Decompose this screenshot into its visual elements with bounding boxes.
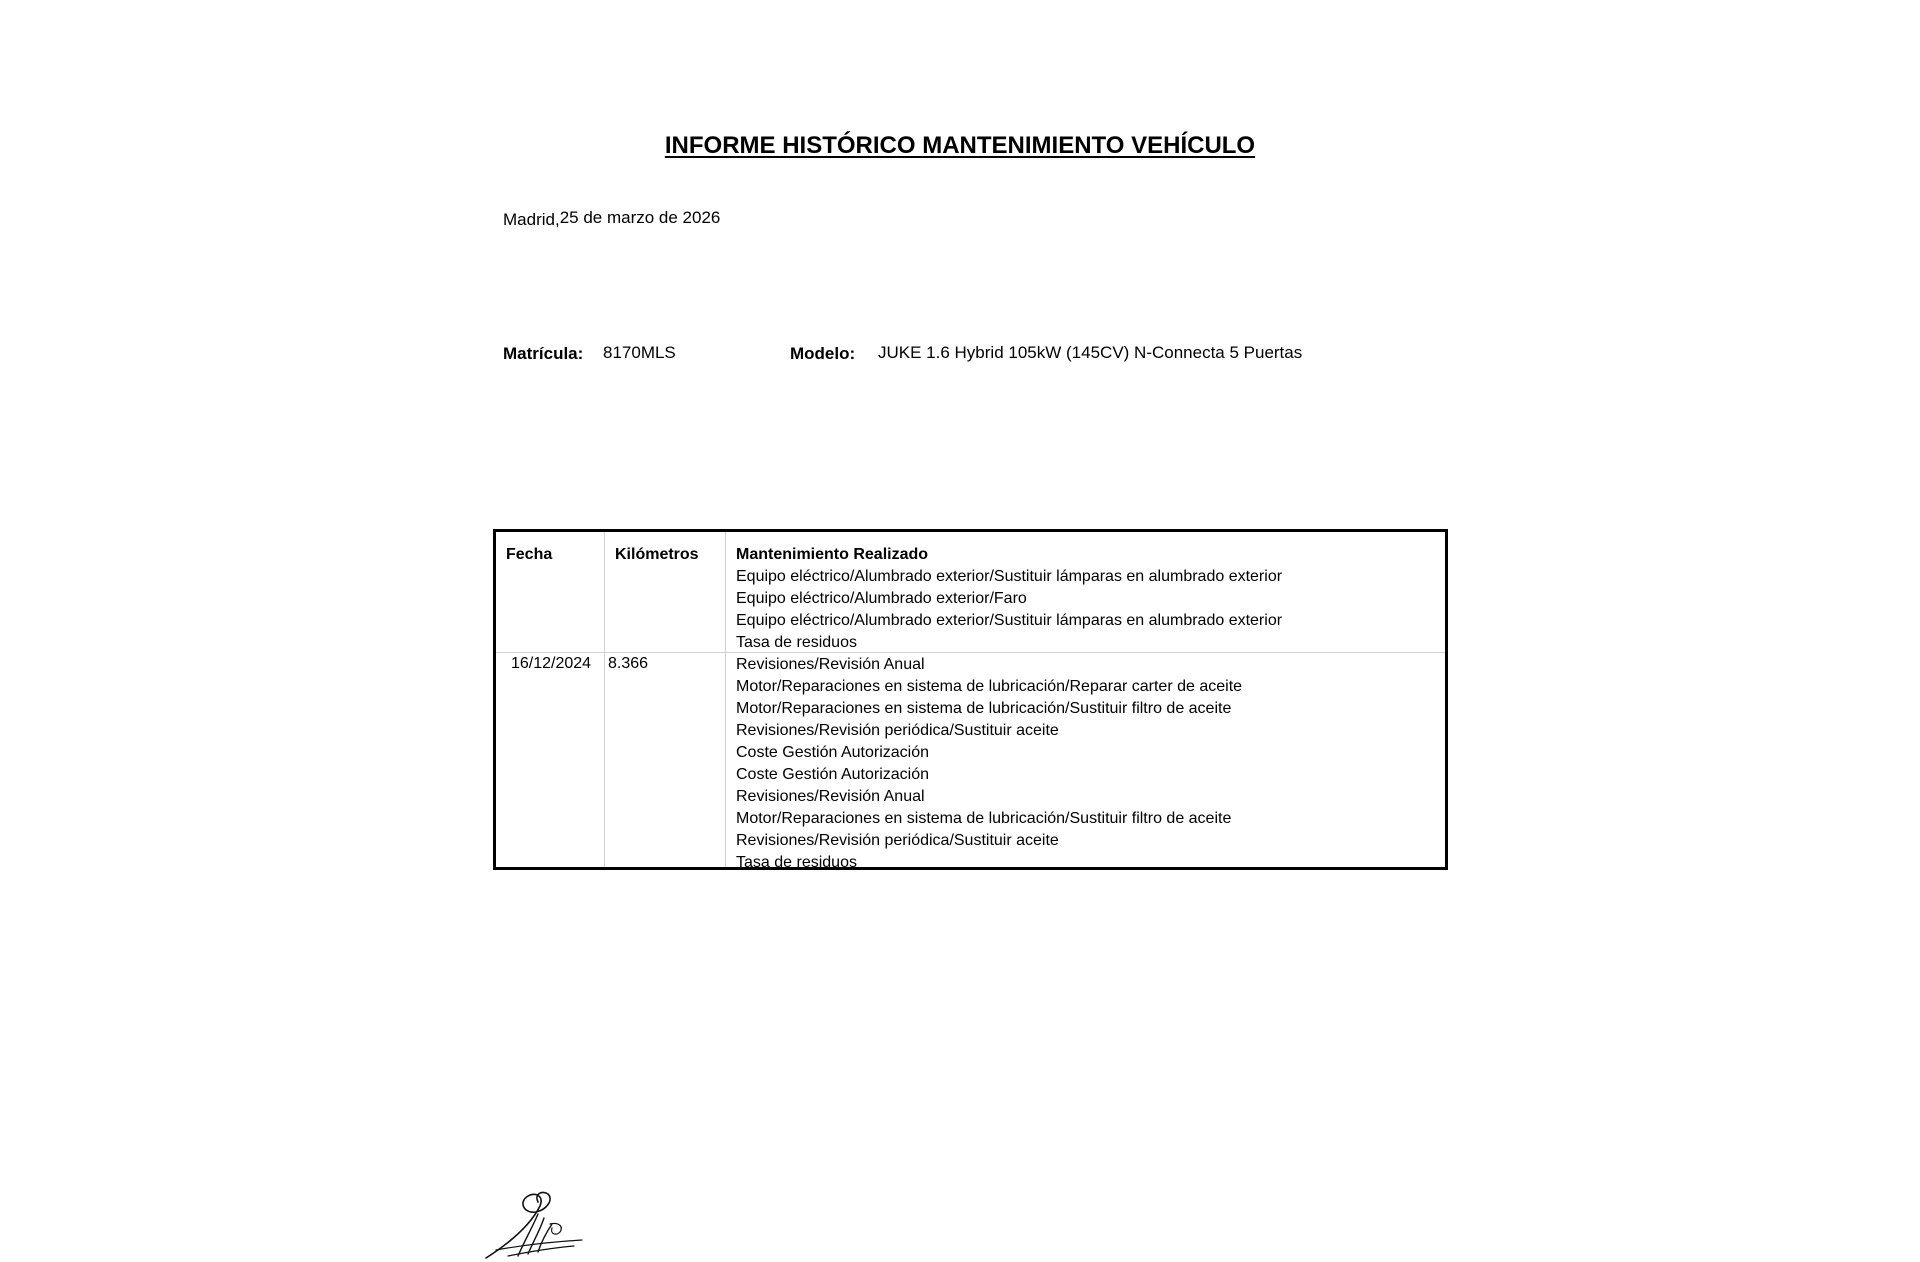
maintenance-item: Motor/Reparaciones en sistema de lubricación/Sustituir filtro de aceite [736,810,1232,827]
column-divider [725,532,726,867]
signature-icon [478,1182,588,1262]
table-row [736,654,1242,874]
header-maintenance: Mantenimiento Realizado [736,546,929,563]
place-date [503,210,720,230]
plate-label: Matrícula: [503,344,584,363]
maintenance-item: Equipo eléctrico/Alumbrado exterior/Sustituir lámparas en alumbrado exterior [736,568,1283,585]
maintenance-table [493,529,1448,870]
model-label: Modelo: [790,344,856,363]
model-value: JUKE 1.6 Hybrid 105kW (145CV) N-Connecta 5 Puertas [878,343,1303,362]
column-divider [604,532,605,867]
header-date: Fecha [506,546,553,563]
row-km: 8.366 [608,655,649,672]
maintenance-item: Tasa de residuos [736,854,857,871]
maintenance-item: Coste Gestión Autorización [736,744,929,761]
maintenance-item: Motor/Reparaciones en sistema de lubricación/Reparar carter de aceite [736,678,1243,695]
maintenance-item: Equipo eléctrico/Alumbrado exterior/Faro [736,590,1027,607]
maintenance-item: Tasa de residuos [736,634,857,651]
maintenance-item: Equipo eléctrico/Alumbrado exterior/Sustituir lámparas en alumbrado exterior [736,612,1283,629]
maintenance-item: Revisiones/Revisión Anual [736,656,925,673]
header-km: Kilómetros [615,546,699,563]
maintenance-item: Revisiones/Revisión periódica/Sustituir aceite [736,722,1059,739]
report-date: 25 de marzo de 2026 [559,208,721,227]
maintenance-item: Revisiones/Revisión periódica/Sustituir aceite [736,832,1059,849]
maintenance-item: Coste Gestión Autorización [736,766,929,783]
place: Madrid, [503,210,560,229]
table-row [736,566,1282,654]
document-title: INFORME HISTÓRICO MANTENIMIENTO VEHÍCULO [664,132,1256,159]
maintenance-item: Motor/Reparaciones en sistema de lubricación/Sustituir filtro de aceite [736,700,1232,717]
plate-value: 8170MLS [603,343,676,362]
row-date: 16/12/2024 [511,655,592,672]
maintenance-item: Revisiones/Revisión Anual [736,788,925,805]
